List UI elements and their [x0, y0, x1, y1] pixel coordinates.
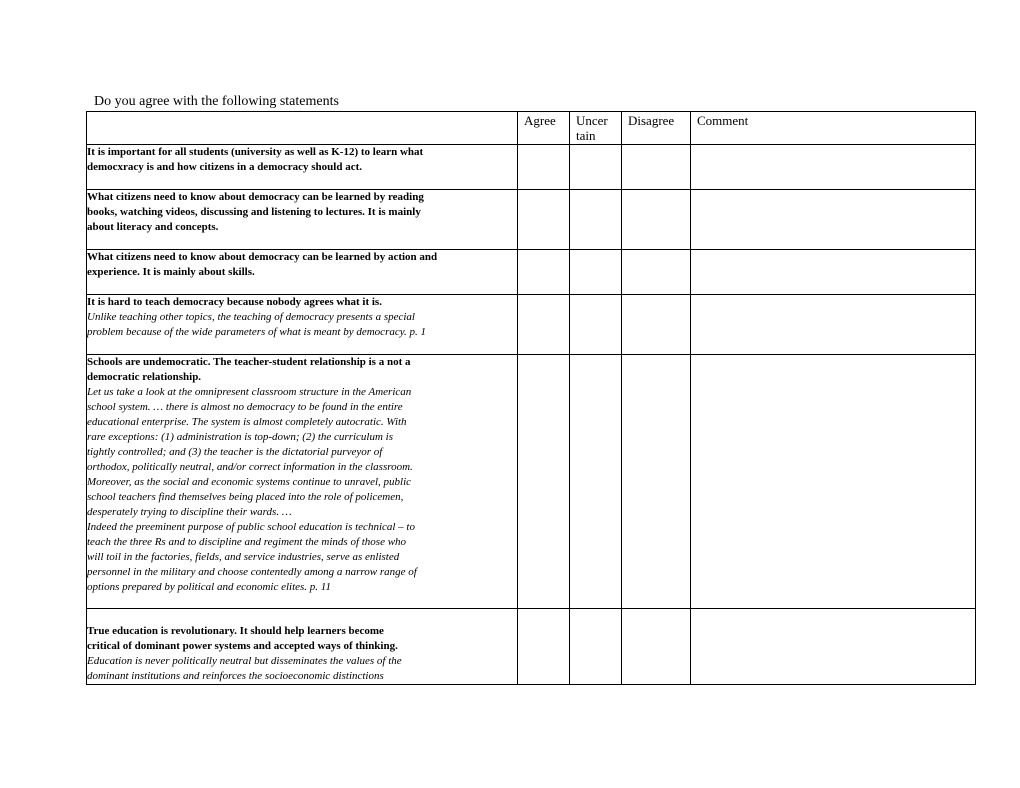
statement-cell: What citizens need to know about democracy can be learned by action and experience. It is mainly about skills. [87, 250, 518, 295]
table-row [87, 295, 976, 355]
statement-cell: It is important for all students (university as well as K-12) to learn what democxracy is and how citizens in a democracy should act. [87, 145, 518, 190]
comment-cell[interactable] [691, 250, 976, 295]
uncertain-cell[interactable] [570, 609, 622, 685]
page-title: Do you agree with the following statements [94, 94, 339, 109]
statement-cell: Schools are undemocratic. The teacher-student relationship is a not a democratic relationship. Let us take a look at the omnipresent classroom structure in the American school system. … there is almost no democracy to be found in the entire educational enterprise. The system is almost completely autocratic. With rare exceptions: (1) administration is top-down; (2) the curriculum is tightly controlled; and (3) the teacher is the dictatorial purveyor of orthodox, politically neutral, and/or correct information in the classroom. Moreover, as the social and economic systems continue to unravel, public school teachers find themselves being placed into the role of policemen, desperately trying to discipline their wards. … Indeed the preeminent purpose of public school education is technical – to teach the three Rs and to discipline and regiment the minds of those who will toil in the factories, fields, and service industries, serve as enlisted personnel in the military and choose contentedly among a narrow range of options prepared by political and economic elites. p. 11 [87, 355, 518, 609]
uncertain-cell[interactable] [570, 355, 622, 609]
agree-cell[interactable] [518, 145, 570, 190]
uncertain-cell[interactable] [570, 250, 622, 295]
header-row [87, 112, 976, 145]
disagree-cell[interactable] [622, 355, 691, 609]
header-comment [691, 112, 976, 145]
header-disagree-label: Disagree [628, 113, 675, 128]
comment-cell[interactable] [691, 145, 976, 190]
comment-cell[interactable] [691, 190, 976, 250]
table-row [87, 250, 976, 295]
disagree-cell[interactable] [622, 250, 691, 295]
header-comment-label: Comment [697, 113, 749, 128]
disagree-cell[interactable] [622, 190, 691, 250]
disagree-cell[interactable] [622, 295, 691, 355]
statement-cell: It is hard to teach democracy because nobody agrees what it is. Unlike teaching other topics, the teaching of democracy presents a special problem because of the wide parameters of what is meant by democracy. p. 1 [87, 295, 518, 355]
agree-cell[interactable] [518, 190, 570, 250]
comment-cell[interactable] [691, 355, 976, 609]
table-row [87, 609, 976, 685]
table-row [87, 190, 976, 250]
agree-cell[interactable] [518, 609, 570, 685]
uncertain-cell[interactable] [570, 295, 622, 355]
disagree-cell[interactable] [622, 609, 691, 685]
header-disagree [622, 112, 691, 145]
statement-cell: True education is revolutionary. It should help learners become critical of dominant power systems and accepted ways of thinking. Education is never politically neutral but disseminates the values of the dominant institutions and reinforces the socioeconomic distinctions [87, 609, 518, 685]
table-row [87, 355, 976, 609]
uncertain-cell[interactable] [570, 190, 622, 250]
header-agree-label: Agree [524, 113, 556, 128]
statement-cell: What citizens need to know about democracy can be learned by reading books, watching videos, discussing and listening to lectures. It is mainly about literacy and concepts. [87, 190, 518, 250]
disagree-cell[interactable] [622, 145, 691, 190]
header-uncertain [570, 112, 622, 145]
table-row [87, 145, 976, 190]
agree-cell[interactable] [518, 295, 570, 355]
header-statement-cell [87, 112, 518, 145]
uncertain-cell[interactable] [570, 145, 622, 190]
agree-cell[interactable] [518, 355, 570, 609]
header-agree [518, 112, 570, 145]
survey-table [86, 111, 976, 685]
comment-cell[interactable] [691, 295, 976, 355]
header-uncertain-label: Uncer tain [576, 113, 608, 143]
comment-cell[interactable] [691, 609, 976, 685]
agree-cell[interactable] [518, 250, 570, 295]
